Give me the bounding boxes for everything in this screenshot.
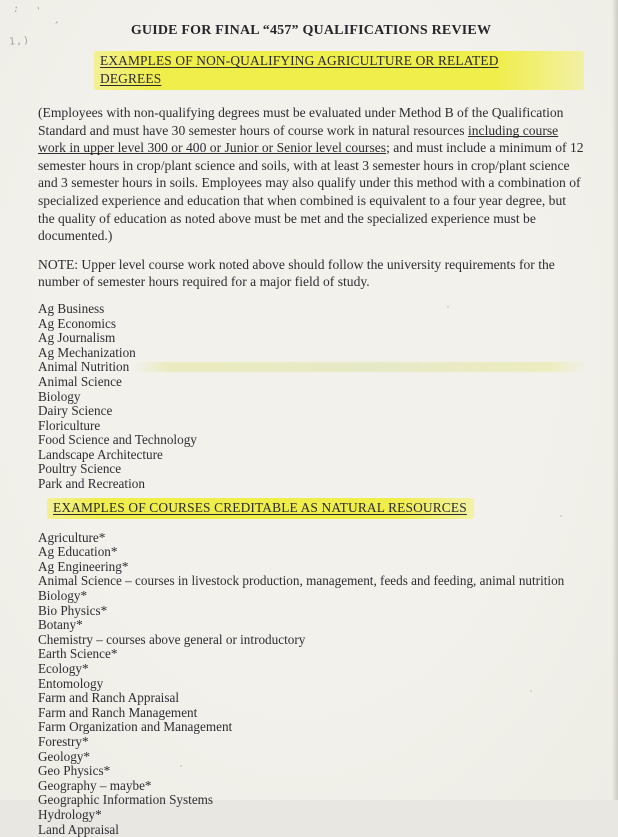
course-name: Farm Organization and Management xyxy=(38,719,233,735)
document-title: GUIDE FOR FINAL “457” QUALIFICATIONS REVIEW xyxy=(130,23,492,38)
course-name: Geology* xyxy=(38,748,91,764)
course-list-item xyxy=(38,691,584,706)
course-name: Farm and Ranch Management xyxy=(38,704,198,720)
degree-list-item xyxy=(38,360,584,375)
degree-name: Animal Nutrition xyxy=(38,359,130,375)
scan-speck xyxy=(530,690,532,692)
paragraph-underlined-clause: including course work in upper level 300 or 400 or Junior or Senior level courses xyxy=(38,122,559,156)
course-list-item xyxy=(38,589,584,604)
course-name: Botany* xyxy=(38,617,83,633)
course-name: Land Appraisal xyxy=(38,821,119,837)
course-name: Farm and Ranch Appraisal xyxy=(38,690,179,706)
course-list-item xyxy=(38,808,584,823)
note-paragraph: NOTE: Upper level course work noted above should follow the university requirements for the number of semester hours required for a major field of study. xyxy=(38,256,555,290)
course-list-item xyxy=(38,618,584,633)
course-list-item xyxy=(38,720,584,735)
pencil-mark: : xyxy=(12,3,20,16)
course-list-item xyxy=(38,823,584,837)
course-list-item xyxy=(38,560,584,575)
scan-speck xyxy=(447,306,449,308)
degree-name: Ag Business xyxy=(38,300,105,316)
degree-list-item xyxy=(38,302,584,317)
degree-name: Park and Recreation xyxy=(38,476,145,492)
degree-list-item xyxy=(38,448,584,463)
degree-list-item xyxy=(38,404,584,419)
degree-list-item xyxy=(38,331,584,346)
section1-heading-row xyxy=(94,51,584,90)
degree-name: Biology xyxy=(38,388,81,404)
scan-speck xyxy=(180,765,182,767)
section1-heading-highlight xyxy=(94,51,584,90)
course-name: Biology* xyxy=(38,588,88,604)
degree-list-item xyxy=(38,317,584,332)
non-qualifying-degrees-list xyxy=(38,302,584,492)
pencil-mark: , xyxy=(52,15,63,27)
degree-list-item xyxy=(38,375,584,390)
course-list-item xyxy=(38,545,584,560)
course-name: Geo Physics* xyxy=(38,763,111,779)
degree-list-item xyxy=(38,462,584,477)
degree-name: Food Science and Technology xyxy=(38,432,197,448)
course-list-item xyxy=(38,706,584,721)
course-name: Chemistry – courses above general or introductory xyxy=(38,631,306,647)
course-list-item xyxy=(38,779,584,794)
section2-heading-highlight xyxy=(47,498,474,519)
degree-name: Ag Journalism xyxy=(38,330,116,346)
degree-name: Animal Science xyxy=(38,373,122,389)
paragraph-part1: (Employees with non-qualifying degrees must be evaluated under Method B of the Qualification Standard and must have 30 semester hours of course work in natural resources xyxy=(38,105,564,138)
pencil-mark: ' xyxy=(34,5,44,18)
course-name: Ecology* xyxy=(38,661,89,676)
course-name: Geography – maybe* xyxy=(38,777,152,793)
degree-name: Ag Mechanization xyxy=(38,344,136,360)
course-name: Ag Education* xyxy=(38,544,118,560)
degree-list-item xyxy=(38,477,584,492)
course-name: Forestry* xyxy=(38,733,89,749)
degree-list-item xyxy=(38,433,584,448)
degree-list-item xyxy=(38,390,584,405)
course-name: Geographic Information Systems xyxy=(38,792,214,808)
course-name: Bio Physics* xyxy=(38,602,108,618)
course-list-item xyxy=(38,574,584,589)
course-name: Entomology xyxy=(38,675,104,691)
degree-name: Ag Economics xyxy=(38,315,117,331)
section2-heading: EXAMPLES OF COURSES CREDITABLE AS NATURAL RESOURCES xyxy=(53,499,467,515)
creditable-courses-list xyxy=(38,531,584,837)
course-name: Ag Engineering* xyxy=(38,558,129,574)
course-name: Animal Science – courses in livestock production, management, feeds and feeding, animal nutrition xyxy=(38,573,565,589)
course-list-item xyxy=(38,793,584,808)
pencil-mark: 1,) xyxy=(8,35,31,48)
page-edge-shadow xyxy=(612,0,618,800)
course-name: Hydrology* xyxy=(38,806,102,822)
course-list-item xyxy=(38,764,584,779)
course-list-item xyxy=(38,750,584,765)
course-list-item xyxy=(38,735,584,750)
paragraph-part2: ; and must include a minimum of 12 semester hours in crop/plant science and soils, with at least 3 semester hours in crop/plant science and 3 semester hours in soils. Employees may also qualify under this method with a combination of specialized experience and education that when combined is equivalent to a four year degree, but the quality of education as noted above must be met and the specialized experience must be documented.) xyxy=(38,140,584,244)
section2-heading-row xyxy=(47,498,584,519)
course-name: Agriculture* xyxy=(38,529,106,545)
degree-list-item xyxy=(38,346,584,361)
course-list-item xyxy=(38,633,584,648)
degree-name: Dairy Science xyxy=(38,403,113,419)
degree-name: Floriculture xyxy=(38,417,101,433)
degree-name: Poultry Science xyxy=(38,461,122,477)
course-list-item xyxy=(38,604,584,619)
course-list-item xyxy=(38,662,584,677)
course-list-item xyxy=(38,677,584,692)
degree-name: Landscape Architecture xyxy=(38,446,163,462)
qualification-paragraph xyxy=(38,104,584,245)
scan-speck xyxy=(560,515,562,517)
section1-heading: EXAMPLES OF NON-QUALIFYING AGRICULTURE OR RELATED DEGREES xyxy=(100,53,499,86)
course-list-item xyxy=(38,531,584,546)
course-list-item xyxy=(38,647,584,662)
course-name: Earth Science* xyxy=(38,646,118,662)
degree-list-item xyxy=(38,419,584,434)
